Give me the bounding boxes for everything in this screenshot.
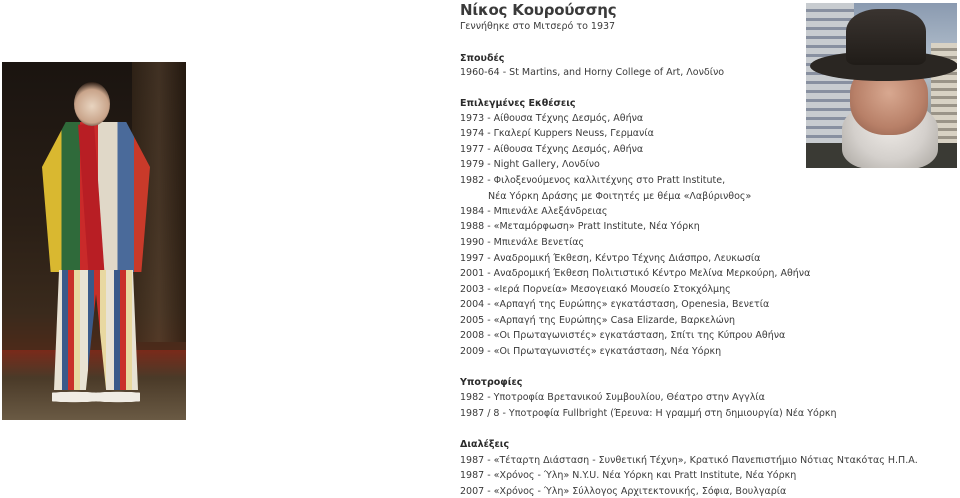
exhibition-item: 1990 - Μπιενάλε Βενετίας [460,237,585,248]
birth-info: Γεννήθηκε στο Μιτσερό το 1937 [460,21,616,32]
exhibition-item: 1982 - Φιλοξενούμενος καλλιτέχνης στο Pratt Institute, [460,175,726,186]
exhibition-item: 1974 - Γκαλερί Kuppers Neuss, Γερμανία [460,128,654,139]
lecture-item: 1987 - «Τέταρτη Διάσταση - Συνθετική Τέχνη», Κρατικό Πανεπιστήμιο Νότιας Ντακότας Η.Π.Α. [460,455,918,466]
studies-item: 1960-64 - St Martins, and Horny College of Art, Λονδίνο [460,67,725,78]
exhibition-item: 2009 - «Οι Πρωταγωνιστές» εγκατάσταση, Νέα Υόρκη [460,346,722,357]
exhibition-item: 1984 - Μπιενάλε Αλεξάνδρειας [460,206,608,217]
exhibition-item: 1977 - Αίθουσα Τέχνης Δεσμός, Αθήνα [460,144,644,155]
exhibition-item-continued: Νέα Υόρκη Δράσης με Φοιτητές με θέμα «Λαβύρινθος» [488,191,752,202]
figure-head [74,82,110,126]
scholarship-item: 1982 - Υποτροφία Βρετανικού Συμβουλίου, Θέατρο στην Αγγλία [460,392,765,403]
section-title-lectures: Διαλέξεις [460,439,510,450]
scholarship-item: 1987 / 8 - Υποτροφία Fullbright (Έρευνα: Η γραμμή στη δημιουργία) Νέα Υόρκη [460,408,837,419]
exhibition-item: 2004 - «Αρπαγή της Ευρώπης» εγκατάσταση, Openesia, Βενετία [460,299,770,310]
section-title-exhibitions: Επιλεγμένες Εκθέσεις [460,98,576,109]
performance-photo [2,62,186,420]
exhibition-item: 2003 - «Ιερά Πορνεία» Μεσογειακό Μουσείο Στοκχόλμης [460,284,731,295]
artist-name: Νίκος Κουρούσσης [460,1,617,19]
portrait-photo [806,3,957,168]
exhibition-item: 2005 - «Αρπαγή της Ευρώπης» Casa Elizarde, Βαρκελώνη [460,315,736,326]
section-title-studies: Σπουδές [460,53,505,64]
hat-crown [846,9,926,65]
lecture-item: 1987 - «Χρόνος - Ύλη» N.Y.U. Νέα Υόρκη και Pratt Institute, Νέα Υόρκη [460,470,797,481]
lecture-item: 2007 - «Χρόνος - Ύλη» Σύλλογος Αρχιτεκτονικής, Σόφια, Βουλγαρία [460,486,787,497]
stage-floor [2,350,186,420]
exhibition-item: 2001 - Αναδρομική Έκθεση Πολιτιστικό Κέντρο Μελίνα Μερκούρη, Αθήνα [460,268,811,279]
exhibition-item: 1973 - Αίθουσα Τέχνης Δεσμός, Αθήνα [460,113,644,124]
exhibition-item: 2008 - «Οι Πρωταγωνιστές» εγκατάσταση, Σπίτι της Κύπρου Αθήνα [460,330,786,341]
section-title-scholarships: Υποτροφίες [460,377,523,388]
exhibition-item: 1997 - Αναδρομική Έκθεση, Κέντρο Τέχνης Διάσπρο, Λευκωσία [460,253,761,264]
exhibition-item: 1988 - «Μεταμόρφωση» Pratt Institute, Νέα Υόρκη [460,221,700,232]
figure-shoes [52,388,140,406]
exhibition-item: 1979 - Night Gallery, Λονδίνο [460,159,600,170]
